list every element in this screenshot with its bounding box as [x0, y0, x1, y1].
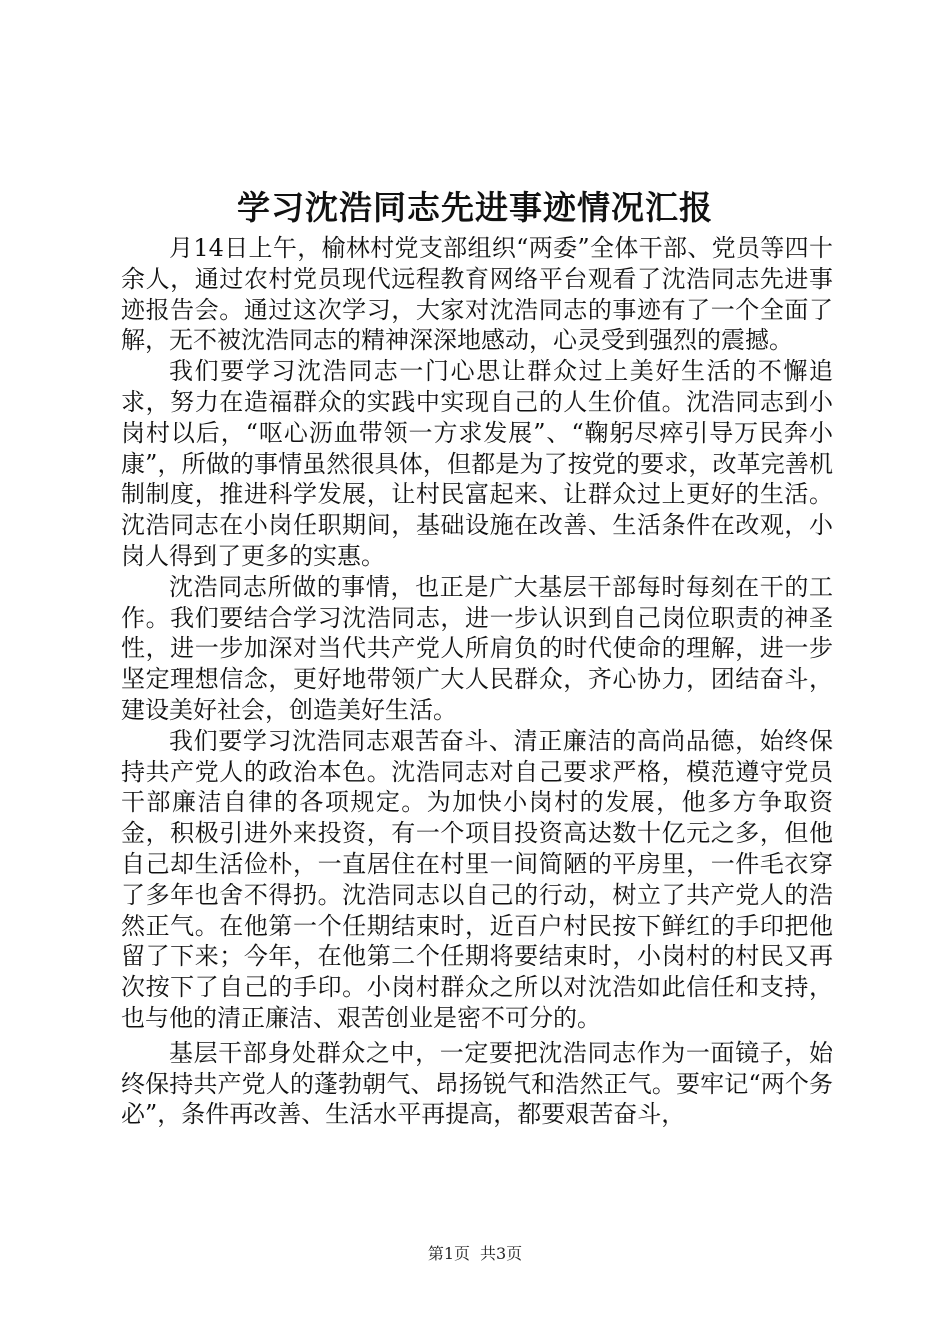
page-number-total: 共3页 — [480, 1244, 523, 1263]
body-paragraph-5: 基层干部身处群众之中，一定要把沈浩同志作为一面镜子，始终保持共产党人的蓬勃朝气、昂扬锐气和浩然正气。要牢记“两个务必”，条件再改善、生活水平再提高，都要艰苦奋斗， — [121, 1038, 833, 1129]
body-paragraph-4: 我们要学习沈浩同志艰苦奋斗、清正廉洁的高尚品德，始终保持共产党人的政治本色。沈浩同志对自己要求严格，模范遵守党员干部廉洁自律的各项规定。为加快小岗村的发展，他多方争取资金，积极引进外来投资，有一个项目投资高达数十亿元之多，但他自己却生活俭朴，一直居住在村里一间简陋的平房里，一件毛衣穿了多年也舍不得扔。沈浩同志以自己的行动，树立了共产党人的浩然正气。在他第一个任期结束时，近百户村民按下鲜红的手印把他留了下来；今年，在他第二个任期将要结束时，小岗村的村民又再次按下了自己的手印。小岗村群众之所以对沈浩如此信任和支持，也与他的清正廉洁、艰苦创业是密不可分的。 — [121, 726, 833, 1032]
body-paragraph-3: 沈浩同志所做的事情，也正是广大基层干部每时每刻在干的工作。我们要结合学习沈浩同志，进一步认识到自己岗位职责的神圣性，进一步加深对当代共产党人所肩负的时代使命的理解，进一步坚定理想信念，更好地带领广大人民群众，齐心协力，团结奋斗，建设美好社会，创造美好生活。 — [121, 572, 833, 724]
document-body — [121, 233, 833, 1130]
document-title: 学习沈浩同志先进事迹情况汇报 — [237, 188, 713, 227]
body-paragraph-2: 我们要学习沈浩同志一门心思让群众过上美好生活的不懈追求，努力在造福群众的实践中实现自己的人生价值。沈浩同志到小岗村以后，“呕心沥血带领一方求发展”、“鞠躬尽瘁引导万民奔小康”，所做的事情虽然很具体，但都是为了按党的要求，改革完善机制制度，推进科学发展，让村民富起来、让群众过上更好的生活。沈浩同志在小岗任职期间，基础设施在改善、生活条件在改观，小岗人得到了更多的实惠。 — [121, 357, 833, 570]
page-footer — [0, 1242, 950, 1266]
page-number-current: 第1页 — [427, 1244, 470, 1263]
body-paragraph-1: 月14日上午，榆林村党支部组织“两委”全体干部、党员等四十余人，通过农村党员现代远程教育网络平台观看了沈浩同志先进事迹报告会。通过这次学习，大家对沈浩同志的事迹有了一个全面了解，无不被沈浩同志的精神深深地感动，心灵受到强烈的震撼。 — [121, 234, 833, 355]
